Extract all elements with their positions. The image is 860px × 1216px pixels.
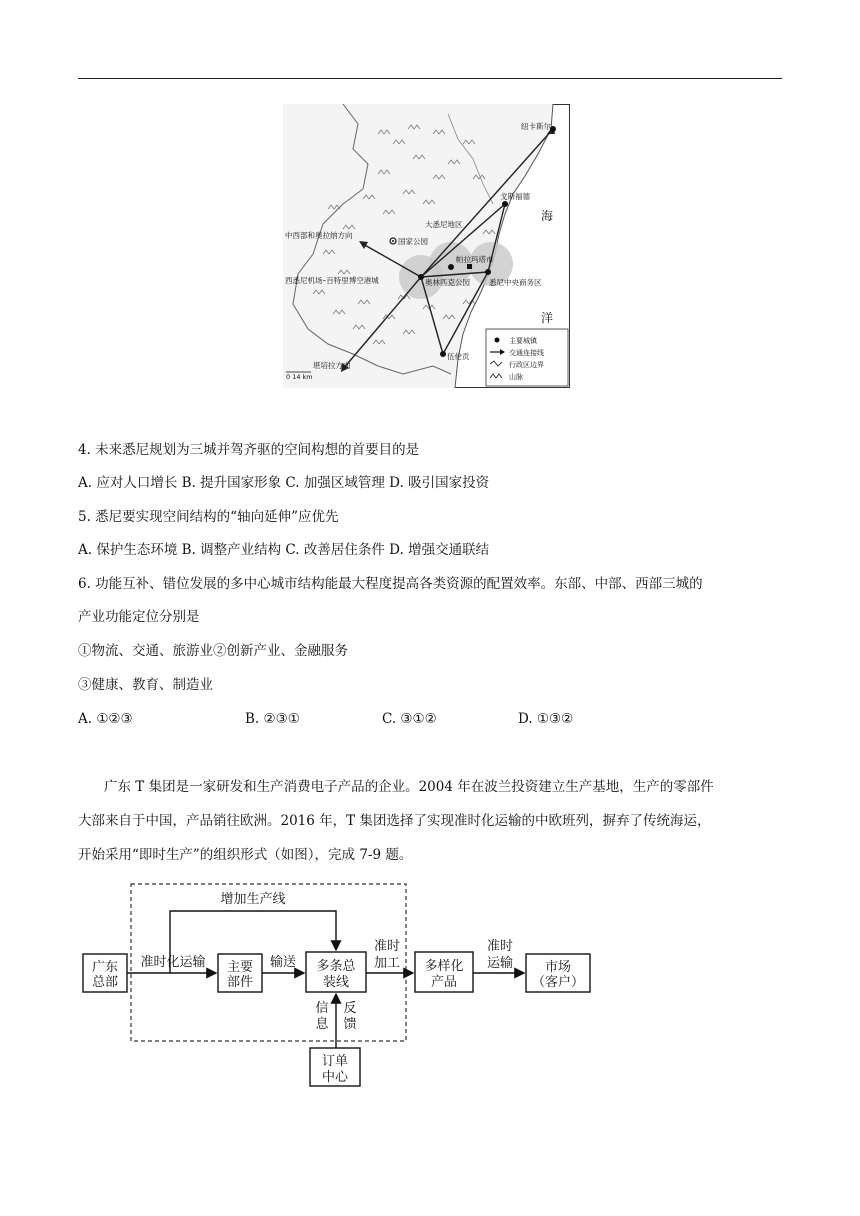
jit-process-label-2: 加工	[373, 956, 401, 971]
city-dot-icon	[485, 269, 491, 275]
label-canberra-direction: 堪培拉方向	[313, 361, 351, 370]
assembly-label-2: 装线	[322, 975, 350, 990]
market-label-2: （客户）	[531, 975, 585, 990]
jit-process-label-1: 准时	[373, 939, 401, 954]
label-sydney-cbd: 悉尼中央商务区	[489, 278, 542, 287]
passage-line2: 大部来自于中国，产品销往欧洲。2016 年，T 集团选择了实现准时化运输的中欧班列，摒弃了传统海运，	[78, 813, 711, 829]
feedback-label-1: 反	[343, 1001, 357, 1016]
jit-production-flow-diagram	[78, 878, 618, 1093]
passage-line1: 广东 T 集团是一家研发和生产消费电子产品的企业。2004 年在波兰投资建立生产基地，生产的零部件	[104, 779, 714, 795]
question-6-option-c: C. ③①②	[382, 711, 437, 727]
info-label-1: 信	[315, 1001, 329, 1016]
order-center-label-1: 订单	[321, 1054, 349, 1069]
products-label-2: 产品	[430, 975, 458, 990]
question-6-stem-line2: 产业功能定位分别是	[78, 609, 200, 625]
city-dot-icon	[448, 264, 454, 270]
label-newcastle: 纽卡斯尔	[521, 122, 551, 131]
legend-label: 山脉	[509, 373, 523, 381]
jit-transport-label: 准时化运输	[140, 955, 206, 970]
map-legend	[486, 329, 568, 386]
label-olympic-park: 奥林匹克公园	[425, 278, 470, 287]
scale-bar-label: 0 14 km	[286, 373, 313, 381]
header-rule	[78, 78, 782, 79]
add-line-label: 增加生产线	[220, 892, 286, 907]
city-dot-icon	[495, 338, 500, 343]
label-national-park: 国家公园	[398, 237, 428, 246]
label-west-city: 西悉尼机场–百特里博空港城	[285, 276, 379, 285]
question-5-stem: 5. 悉尼要实现空间结构的“轴向延伸”应优先	[78, 509, 339, 525]
question-6-item1: ①物流、交通、旅游业②创新产业、金融服务	[78, 643, 348, 659]
city-dot-icon	[467, 264, 472, 269]
label-wollongong: 伍伦贡	[447, 352, 470, 361]
label-greater-sydney: 大悉尼地区	[425, 220, 463, 229]
city-dot-icon	[418, 274, 424, 280]
legend-label: 行政区边界	[509, 361, 544, 369]
main-parts-label-1: 主要	[226, 960, 254, 975]
hq-label-1: 广东	[91, 960, 119, 975]
question-6-item2: ③健康、教育、制造业	[78, 677, 213, 693]
question-6-option-a: A. ①②③	[78, 711, 133, 727]
jit-ship-label-2: 运输	[486, 956, 514, 971]
label-sea: 海	[541, 209, 554, 223]
label-direction-west: 中西部和奥拉纳方向	[285, 231, 353, 240]
question-4-options: A. 应对人口增长 B. 提升国家形象 C. 加强区域管理 D. 吸引国家投资	[78, 475, 490, 491]
info-label-2: 息	[315, 1017, 329, 1032]
order-center-label-2: 中心	[321, 1070, 349, 1085]
question-6-option-d: D. ①③②	[518, 711, 574, 727]
passage-line3: 开始采用“即时生产”的组织形式（如图），完成 7-9 题。	[78, 847, 413, 863]
products-label-1: 多样化	[424, 959, 464, 974]
label-parramatta: 帕拉玛塔市	[456, 255, 494, 264]
feedback-label-2: 馈	[343, 1017, 357, 1032]
question-4-stem: 4. 未来悉尼规划为三城并驾齐驱的空间构想的首要目的是	[78, 442, 420, 458]
label-ocean: 洋	[541, 311, 554, 325]
convey-label: 输送	[269, 955, 297, 970]
main-parts-label-2: 部件	[226, 975, 254, 990]
label-gosford: 戈斯福德	[500, 192, 530, 201]
assembly-label-1: 多条总	[316, 959, 356, 974]
question-5-options: A. 保护生态环境 B. 调整产业结构 C. 改善居住条件 D. 增强交通联结	[78, 542, 490, 558]
sydney-map-figure	[283, 104, 570, 388]
question-6-option-b: B. ②③①	[245, 711, 300, 727]
hq-label-2: 总部	[91, 975, 119, 990]
legend-label: 交通连接线	[509, 349, 544, 357]
city-dot-icon	[440, 351, 446, 357]
city-dot-icon	[502, 201, 508, 207]
market-label-1: 市场	[544, 960, 572, 975]
question-6-stem-line1: 6. 功能互补、错位发展的多中心城市结构能最大程度提高各类资源的配置效率。东部、中部、西部三城的	[78, 576, 703, 592]
jit-ship-label-1: 准时	[486, 939, 514, 954]
legend-label: 主要城镇	[509, 337, 537, 345]
